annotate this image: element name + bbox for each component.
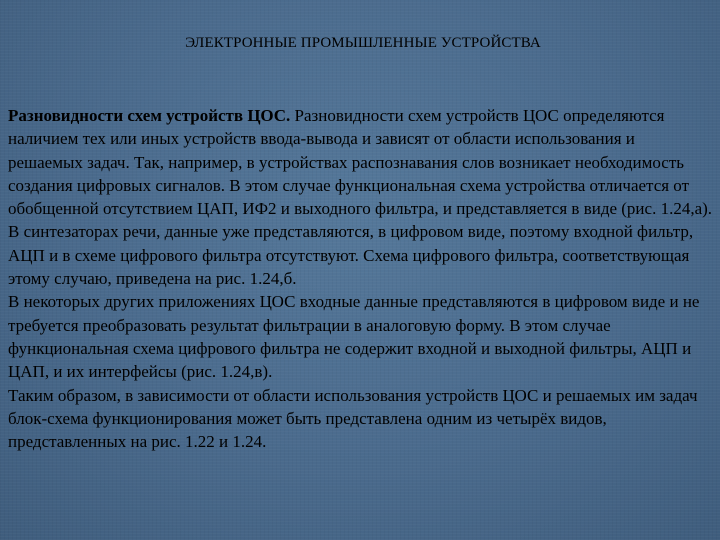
paragraph-4: Таким образом, в зависимости от области использования устройств ЦОС и решаемых им задач блок-схема функционирования может быть представлена одним из четырёх видов, представленных на рис. 1.22 и 1.24. [8, 385, 698, 452]
paragraph-2: В синтезаторах речи, данные уже представляются, в цифровом виде, поэтому входной фильтр, АЦП и в схеме цифрового фильтра отсутствуют. Схема цифрового фильтра, соответствующая этому случаю, приведена на рис. 1.24,б. [8, 222, 694, 289]
section-heading: Разновидности схем устройств ЦОС. [8, 106, 291, 125]
slide-body [8, 104, 714, 453]
paragraph-3: В некоторых других приложениях ЦОС входные данные представляются в цифровом виде и не требуется преобразовать результат фильтрации в аналоговую форму. В этом случае функциональная схема цифрового фильтра не содержит входной и выходной фильтры, АЦП и ЦАП, и их интерфейсы (рис. 1.24,в). [8, 292, 700, 382]
slide-title: ЭЛЕКТРОННЫЕ ПРОМЫШЛЕННЫЕ УСТРОЙСТВА [185, 35, 541, 51]
paragraph-1-text: Разновидности схем устройств ЦОС определяются наличием тех или иных устройств ввода-вывода и зависят от области использования и решаемых задач. Так, например, в устройствах распознавания слов возникает необходимость создания цифровых сигналов. В этом случае функциональная схема устройства отличается от обобщенной отсутствием ЦАП, ИФ2 и выходного фильтра, и представляется в виде (рис. 1.24,а). [8, 106, 713, 219]
paragraph-1 [8, 104, 714, 220]
